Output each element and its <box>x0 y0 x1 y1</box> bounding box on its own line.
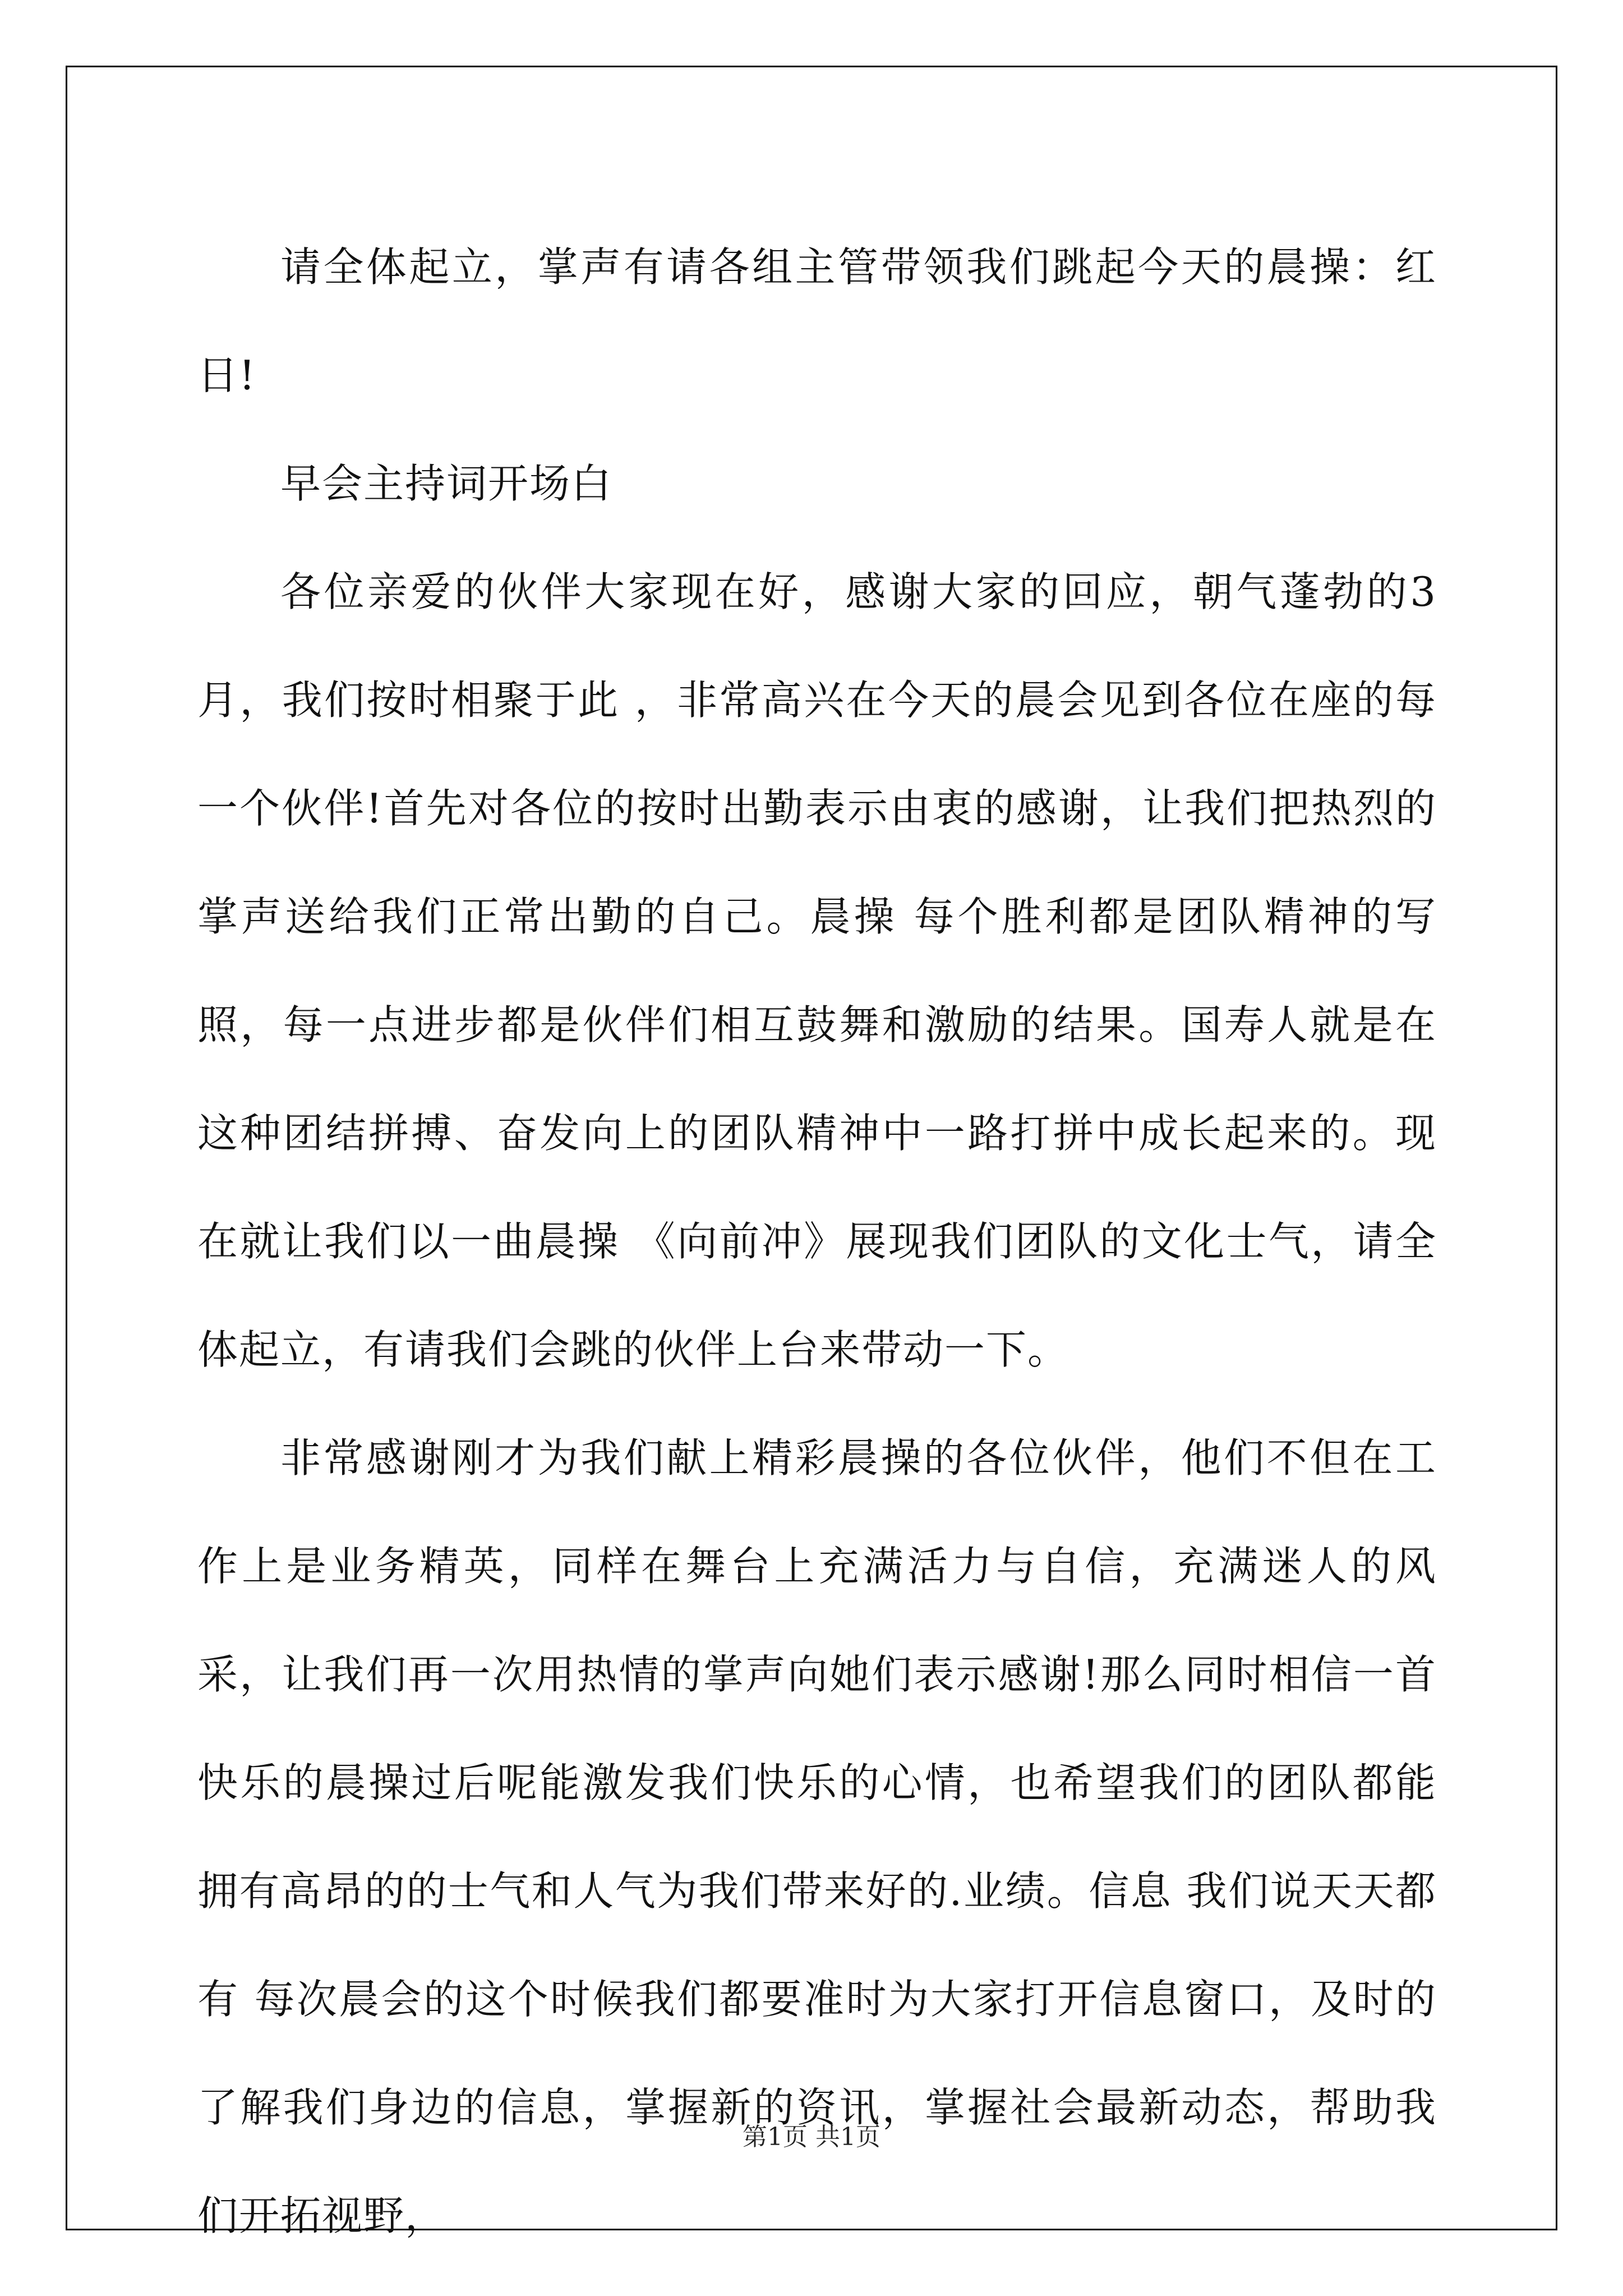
paragraph-3: 非常感谢刚才为我们献上精彩晨操的各位伙伴，他们不但在工作上是业务精英，同样在舞台上充满活力与自信，充满迷人的风采，让我们再一次用热情的掌声向她们表示感谢!那么同时相信一首快乐的晨操过后呢能激发我们快乐的心情，也希望我们的团队都能拥有高昂的的士气和人气为我们带来好的.业绩。信息 我们说天天都有 每次晨会的这个时候我们都要准时为大家打开信息窗口，及时的了解我们身边的信息，掌握新的资讯，掌握社会最新动态，帮助我们开拓视野， <box>197 1434 1437 2239</box>
paragraph-heading: 早会主持词开场白 <box>280 460 613 507</box>
paragraph-1: 请全体起立，掌声有请各组主管带领我们跳起今天的晨操：红日! <box>197 243 1437 399</box>
paragraph-2: 各位亲爱的伙伴大家现在好，感谢大家的回应，朝气蓬勃的3月，我们按时相聚于此 ，非常高兴在今天的晨会见到各位在座的每一个伙伴!首先对各位的按时出勤表示由衷的感谢，让我们把热烈的掌声送给我们正常出勤的自己。晨操 每个胜利都是团队精神的写照，每一点进步都是伙伴们相互鼓舞和激励的结果。国寿人就是在这种团结拼搏、奋发向上的团队精神中一路打拼中成长起来的。现在就让我们以一曲晨操 《向前冲》展现我们团队的文化士气，请全体起立，有请我们会跳的伙伴上台来带动一下。 <box>197 568 1437 1373</box>
document-body <box>197 213 1437 2270</box>
page-footer: 第1页 共1页 <box>743 2123 880 2151</box>
